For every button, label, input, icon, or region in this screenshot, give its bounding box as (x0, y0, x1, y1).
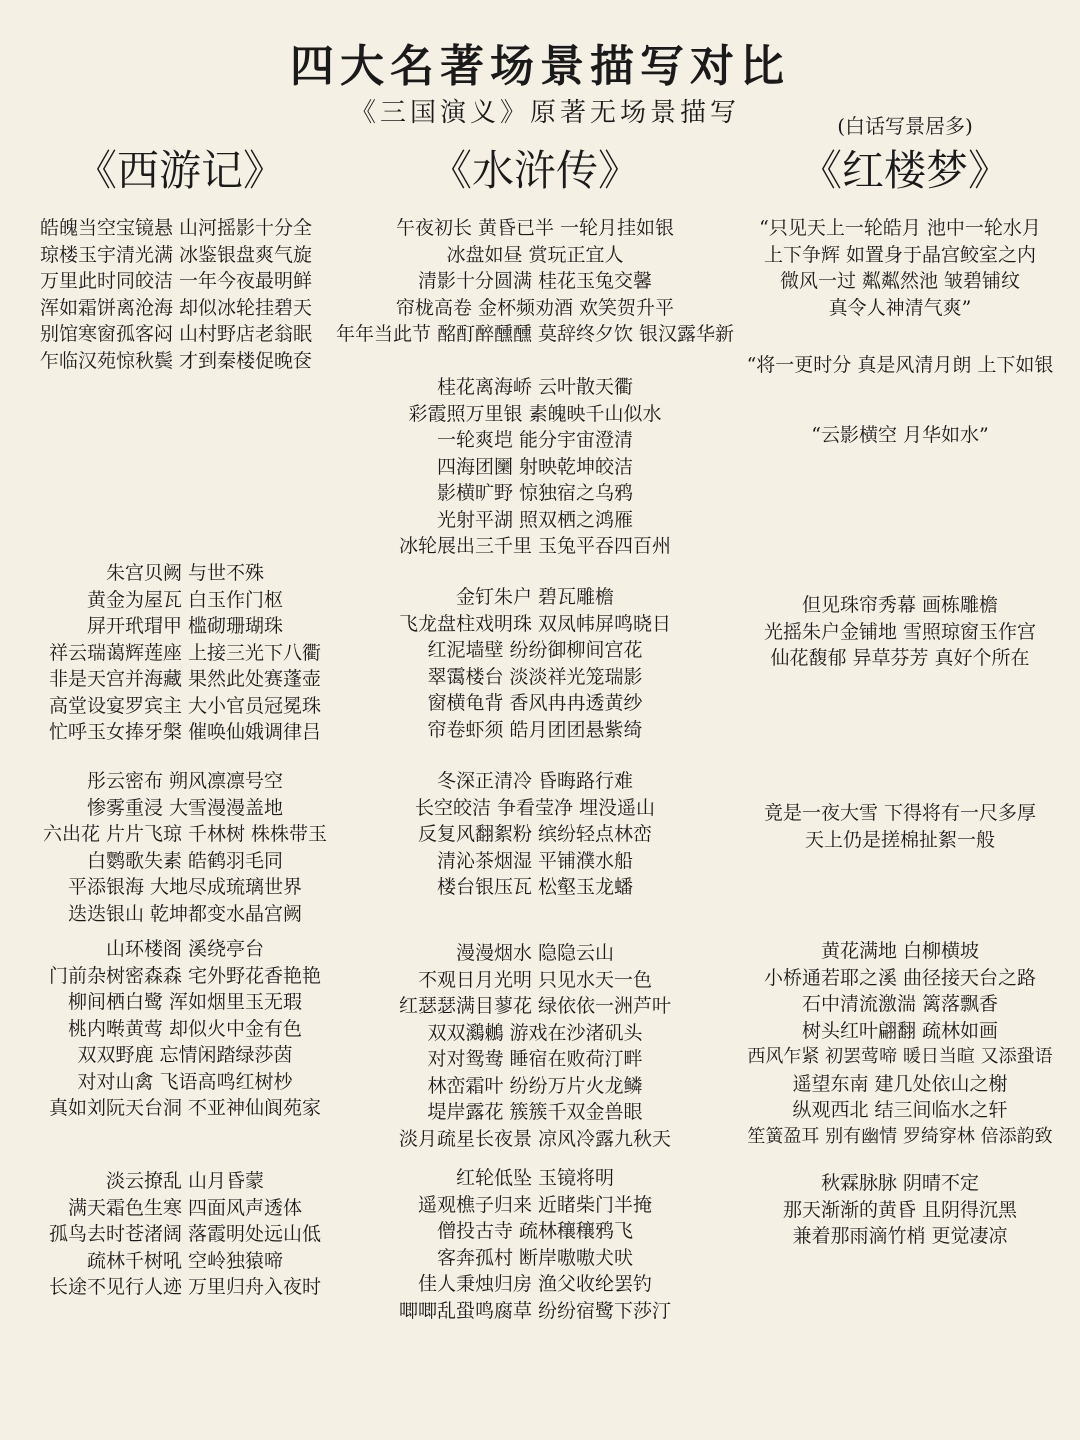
passage-line: 双双野鹿 忘情闲踏绿莎茵 (77, 1044, 293, 1066)
xiyouji-passage-2 (40, 560, 330, 746)
passage-line: 光摇朱户金铺地 雪照琼窗玉作宫 (763, 620, 1037, 643)
xiyouji-passage-3 (40, 768, 330, 927)
passage-line: “将一更时分 真是风清月朗 上下如银 (746, 354, 1054, 376)
passage-line: 竟是一夜大雪 下得将有一尺多厚 (763, 802, 1037, 824)
passage-line: 翠霭楼台 淡淡祥光笼瑞影 (427, 665, 643, 688)
passage-line: 黄花满地 白柳横坡 (820, 940, 980, 962)
passage-line: 桂花离海峤 云叶散天衢 (436, 376, 634, 398)
passage-line: 树头红叶翩翻 疏林如画 (801, 1019, 999, 1042)
hongloumeng-passage-3 (745, 422, 1055, 449)
passage-line: 上下争辉 如置身于晶宫鲛室之内 (763, 243, 1037, 266)
passage-line: 浑如霜饼离沧海 却似冰轮挂碧天 (40, 296, 313, 319)
passage-line: 飞龙盘柱戏明珠 双凤帏屏鸣晓日 (398, 612, 672, 635)
passage-line: 光射平湖 照双栖之鸿雁 (436, 508, 634, 531)
passage-line: 皓魄当空宝镜悬 山河摇影十分全 (40, 217, 313, 239)
passage-line: 乍临汉苑惊秋鬓 才到秦楼促晚奁 (40, 349, 313, 372)
passage-line: 石中清流激湍 篱落飘香 (801, 993, 999, 1015)
hongloumeng-passage-1 (745, 215, 1055, 321)
hongloumeng-passage-2 (745, 352, 1055, 379)
passage-line: 别馆寒窗孤客闷 山村野店老翁眠 (40, 323, 313, 345)
page-title: 四大名著场景描写对比 (290, 41, 790, 92)
passage-line: 惨雾重浸 大雪漫漫盖地 (86, 796, 284, 819)
shuihuzhuan-passage-4 (335, 768, 735, 901)
passage-line: 柳间栖白鹭 浑如烟里玉无瑕 (67, 991, 303, 1013)
passage-line: 遥望东南 建几处依山之榭 (792, 1072, 1008, 1095)
passage-line: 琼楼玉宇清光满 冰鉴银盘爽气旋 (40, 243, 313, 266)
passage-line: 忙呼玉女捧牙槃 催唤仙娥调律吕 (48, 721, 322, 743)
shuihuzhuan-passage-6 (335, 1165, 735, 1324)
passage-line: 朱宫贝阙 与世不殊 (105, 562, 265, 584)
shuihuzhuan-passage-5 (335, 940, 735, 1152)
passage-line: 黄金为屋瓦 白玉作门枢 (86, 588, 284, 611)
column-heading-shuihuzhuan: 《水浒传》 (429, 146, 640, 195)
shuihuzhuan-passage-1 (335, 215, 735, 348)
passage-line: 帘卷虾须 皓月团团悬紫绮 (427, 718, 643, 741)
passage-line: 真令人神清气爽” (828, 296, 972, 319)
passage-line: 四海团圞 射映乾坤皎洁 (436, 455, 634, 478)
hongloumeng-passage-6 (745, 938, 1055, 1150)
passage-line: 窗横龟背 香风冉冉透黄纱 (427, 692, 643, 714)
passage-line: 唧唧乱蛩鸣腐草 纷纷宿鹭下莎汀 (398, 1299, 672, 1322)
passage-line: 那天渐渐的黄昏 且阴得沉黑 (782, 1198, 1018, 1221)
passage-line: “云影横空 月华如水” (811, 424, 989, 446)
passage-line: 一轮爽垲 能分宇宙澄清 (436, 429, 634, 451)
passage-line: 影横旷野 惊独宿之乌鸦 (436, 482, 634, 504)
passage-line: 冰盘如昼 赏玩正宜人 (446, 243, 624, 266)
passage-line: “只见天上一轮皓月 池中一轮水月 (759, 217, 1041, 239)
shuihuzhuan-passage-3 (335, 584, 735, 743)
subtitle: 《三国演义》原著无场景描写 (349, 98, 740, 128)
passage-line: 客奔孤村 断岸嗷嗷犬吠 (436, 1246, 634, 1269)
passage-line: 淡月疏星长夜景 凉风冷露九秋天 (398, 1127, 672, 1150)
passage-line: 天上仍是搓棉扯絮一般 (804, 828, 995, 851)
column-heading-xiyouji: 《西游记》 (74, 146, 285, 195)
passage-line: 屏开玳瑁甲 槛砌珊瑚珠 (86, 615, 284, 637)
passage-line: 彤云密布 朔风凛凛号空 (86, 770, 284, 792)
passage-line: 不观日月光明 只见水天一色 (417, 968, 653, 991)
passage-line: 双双鸂鶒 游戏在沙渚矶头 (427, 1021, 643, 1044)
passage-line: 仙花馥郁 异草芬芳 真好个所在 (770, 647, 1030, 669)
passage-line: 红泥墙壁 纷纷御柳间宫花 (427, 639, 643, 661)
passage-line: 但见珠帘秀幕 画栋雕檐 (801, 594, 999, 616)
passage-line: 佳人秉烛归房 渔父收纶罢钓 (417, 1273, 653, 1295)
passage-line: 迭迭银山 乾坤都变水晶宫阙 (67, 902, 303, 925)
passage-line: 万里此时同皎洁 一年今夜最明鲜 (40, 270, 313, 292)
shuihuzhuan-passage-2 (335, 374, 735, 560)
passage-line: 长途不见行人迹 万里归舟入夜时 (48, 1276, 322, 1298)
passage-line: 反复风翻絮粉 缤纷轻点林峦 (417, 823, 653, 845)
passage-line: 秋霖脉脉 阴晴不定 (820, 1172, 980, 1194)
passage-line: 疏林千树吼 空岭独猿啼 (86, 1249, 284, 1272)
passage-line: 漫漫烟水 隐隐云山 (455, 942, 615, 964)
passage-line: 满天霜色生寒 四面风声透体 (67, 1196, 303, 1219)
passage-line: 纵观西北 结三间临水之轩 (792, 1099, 1008, 1121)
passage-line: 楼台银压瓦 松壑玉龙蟠 (436, 876, 634, 898)
passage-line: 林峦霜叶 纷纷万片火龙鳞 (427, 1074, 643, 1097)
xiyouji-passage-1 (40, 215, 330, 374)
passage-line: 白鹦歌失素 皓鹤羽毛同 (86, 849, 284, 872)
passage-line: 金钉朱户 碧瓦雕檐 (455, 586, 615, 608)
hongloumeng-passage-7 (745, 1170, 1055, 1250)
passage-line: 非是天宫并海藏 果然此处赛蓬壶 (48, 668, 322, 690)
passage-line: 高堂设宴罗宾主 大小官员冠冕珠 (48, 694, 322, 717)
passage-line: 西风乍紧 初罢莺啼 暖日当暄 又添蛩语 (747, 1046, 1053, 1067)
passage-line: 笙簧盈耳 别有幽情 罗绮穿林 倍添韵致 (747, 1125, 1053, 1147)
passage-line: 门前杂树密森森 宅外野花香艳艳 (48, 964, 322, 987)
passage-line: 六出花 片片飞琼 千林树 株株带玉 (42, 823, 328, 845)
passage-line: 小桥通若耶之溪 曲径接天台之路 (763, 966, 1037, 989)
passage-line: 微风一过 粼粼然池 皱碧铺纹 (779, 270, 1021, 292)
passage-line: 帘栊高卷 金杯频劝酒 欢笑贺升平 (395, 296, 675, 319)
passage-line: 平添银海 大地尽成琉璃世界 (67, 876, 303, 898)
passage-line: 彩霞照万里银 素魄映千山似水 (408, 402, 662, 425)
passage-line: 清沁茶烟湿 平铺濮水船 (436, 849, 634, 872)
passage-line: 祥云瑞蔼辉莲座 上接三光下八衢 (48, 641, 322, 664)
passage-line: 对对鸳鸯 睡宿在败荷汀畔 (427, 1048, 643, 1070)
column-heading-hongloumeng: 《红楼梦》 (799, 146, 1010, 195)
passage-line: 对对山禽 飞语高鸣红树杪 (77, 1070, 293, 1093)
passage-line: 桃内啭黄莺 却似火中金有色 (67, 1017, 303, 1040)
passage-line: 冰轮展出三千里 玉兔平吞四百州 (398, 535, 672, 557)
note: (白话写景居多) (837, 114, 973, 138)
passage-line: 淡云撩乱 山月昏蒙 (105, 1170, 265, 1192)
passage-line: 兼着那雨滴竹梢 更觉凄凉 (792, 1225, 1008, 1247)
passage-line: 真如刘阮天台洞 不亚神仙阆苑家 (48, 1097, 322, 1119)
passage-line: 僧投古寺 疏林穰穰鸦飞 (436, 1220, 634, 1242)
passage-line: 孤鸟去时苍渚阔 落霞明处远山低 (48, 1223, 322, 1245)
xiyouji-passage-5 (40, 1168, 330, 1301)
hongloumeng-passage-4 (745, 592, 1055, 672)
passage-line: 冬深正清冷 昏晦路行难 (436, 770, 634, 792)
passage-line: 长空皎洁 争看莹净 埋没遥山 (414, 796, 656, 819)
passage-line: 年年当此节 酩酊醉醺醺 莫辞终夕饮 银汉露华新 (335, 323, 735, 345)
passage-line: 遥观樵子归来 近睹柴门半掩 (417, 1193, 653, 1216)
xiyouji-passage-4 (40, 936, 330, 1122)
passage-line: 红瑟瑟满目蓼花 绿依依一洲芦叶 (398, 995, 672, 1017)
passage-line: 山环楼阁 溪绕亭台 (105, 938, 265, 960)
passage-line: 午夜初长 黄昏已半 一轮月挂如银 (395, 217, 675, 239)
hongloumeng-passage-5 (745, 800, 1055, 853)
passage-line: 清影十分圆满 桂花玉兔交馨 (417, 270, 653, 292)
passage-line: 堤岸露花 簇簇千双金兽眼 (427, 1101, 643, 1123)
passage-line: 红轮低坠 玉镜将明 (455, 1167, 615, 1189)
